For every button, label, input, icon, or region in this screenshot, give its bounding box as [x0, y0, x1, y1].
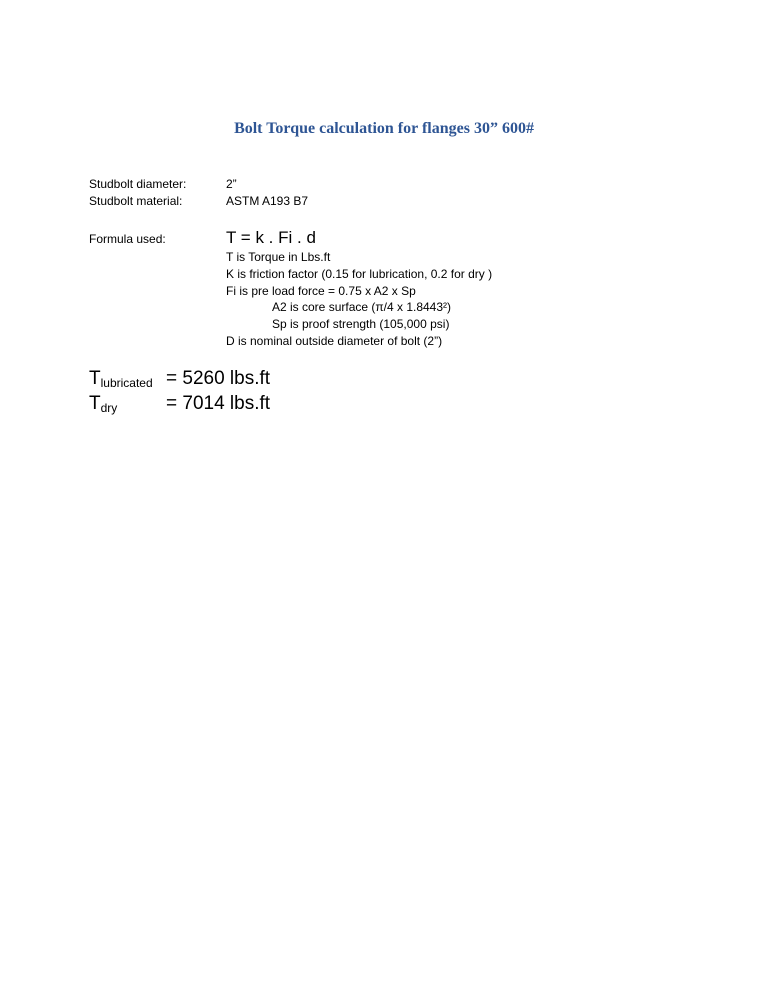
formula-line-core-surface: A2 is core surface (π/4 x 1.8443²): [272, 300, 452, 315]
formula-label: Formula used:: [89, 232, 166, 246]
formula-line-friction: K is friction factor (0.15 for lubrication, 0.2 for dry ): [226, 266, 493, 281]
formula-line-proof-strength: Sp is proof strength (105,000 psi): [272, 317, 450, 332]
result-lubricated-value: = 5260 lbs.ft: [166, 368, 271, 389]
result-lubricated-subscript: lubricated: [100, 376, 153, 390]
formula-description: [226, 249, 492, 350]
material-value: ASTM A193 B7: [226, 194, 309, 208]
result-dry-symbol: T: [89, 393, 101, 414]
result-dry-subscript: dry: [100, 401, 118, 415]
result-lubricated-label: [89, 368, 153, 394]
result-lubricated-symbol: T: [89, 368, 101, 389]
document-title: Bolt Torque calculation for flanges 30” 600#: [234, 120, 534, 137]
formula-expression: T = k . Fi . d: [226, 228, 316, 247]
diameter-label: Studbolt diameter:: [89, 177, 187, 191]
formula-line-torque: T is Torque in Lbs.ft: [226, 250, 331, 264]
material-label: Studbolt material:: [89, 194, 183, 208]
result-dry-label: [89, 393, 117, 419]
formula-line-preload: Fi is pre load force = 0.75 x A2 x Sp: [226, 283, 416, 298]
formula-line-diameter: D is nominal outside diameter of bolt (2”): [226, 333, 443, 348]
result-dry-value: = 7014 lbs.ft: [166, 393, 271, 414]
diameter-value: 2”: [226, 177, 237, 191]
